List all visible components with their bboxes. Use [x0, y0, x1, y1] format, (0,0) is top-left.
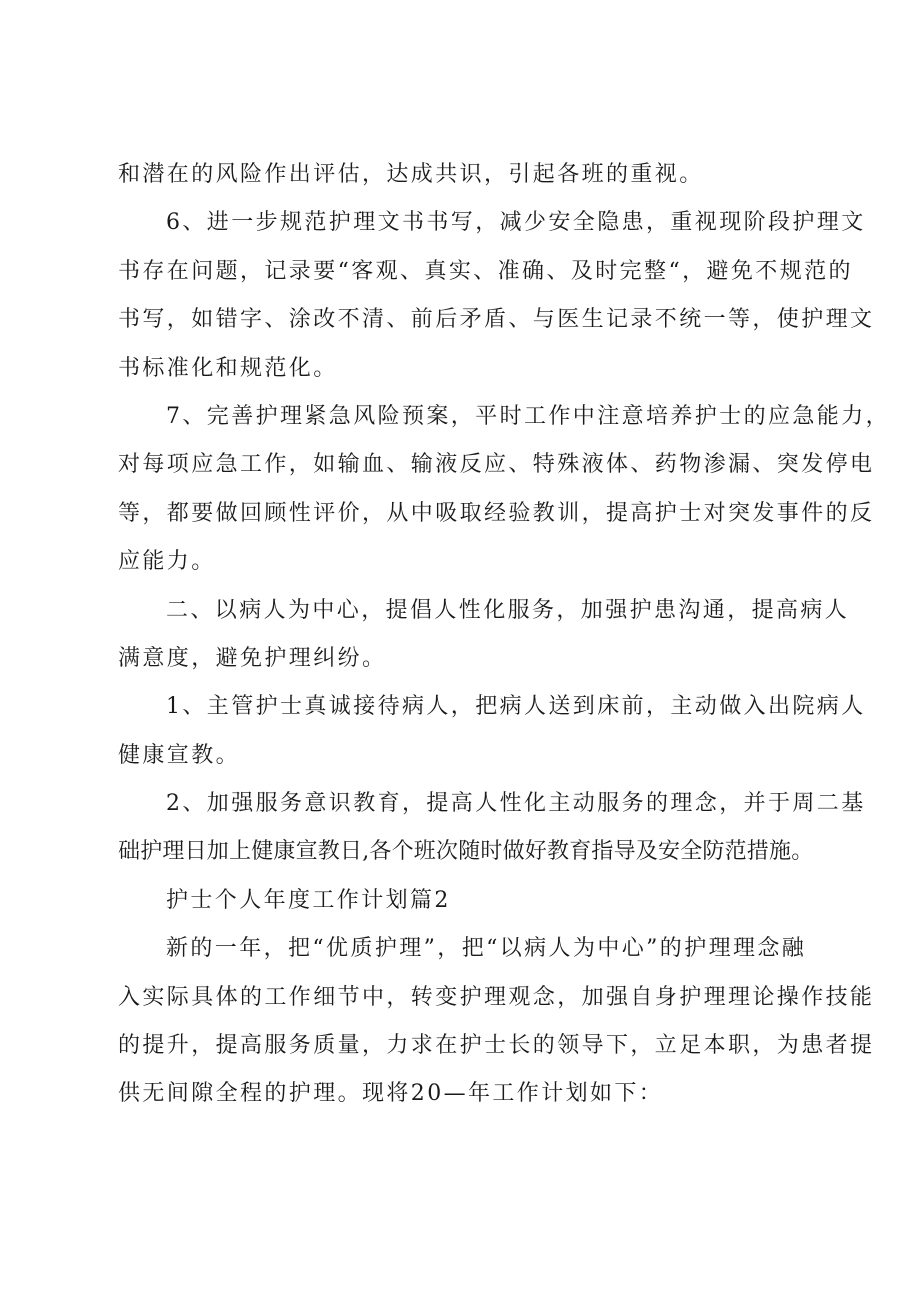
text-line: 入实际具体的工作细节中，转变护理观念，加强自身护理理论操作技能 — [118, 984, 875, 1010]
text-line: 2、加强服务意识教育，提高人性化主动服务的理念，并于周二基 — [166, 791, 866, 817]
text-line: 7、完善护理紧急风险预案，平时工作中注意培养护士的应急能力， — [166, 403, 890, 429]
document-body — [118, 151, 890, 1119]
text-line: 新的一年，把“优质护理”，把“以病人为中心”的护理理念融 — [166, 936, 807, 962]
text-line: 健康宣教。 — [118, 742, 241, 768]
text-line: 的提升，提高服务质量，力求在护士长的领导下，立足本职，为患者提 — [118, 1033, 875, 1059]
text-line: 满意度，避免护理纠纷。 — [118, 645, 387, 671]
text-line: 1、主管护士真诚接待病人，把病人送到床前，主动做入出院病人 — [166, 694, 866, 720]
text-line: 书写，如错字、涂改不清、前后矛盾、与医生记录不统一等，使护理文 — [118, 307, 875, 333]
section-heading: 护士个人年度工作计划篇2 — [166, 887, 451, 913]
text-line: 书存在问题，记录要“客观、真实、准确、及时完整“，避免不规范的 — [118, 258, 853, 284]
text-line: 和潜在的风险作出评估，达成共识，引起各班的重视。 — [118, 162, 704, 187]
text-line: 应能力。 — [118, 549, 216, 575]
text-line: 6、进一步规范护理文书书写，减少安全隐患，重视现阶段护理文 — [166, 210, 866, 236]
text-line: 础护理日加上健康宣教日,各个班次随时做好教育指导及安全防范措施。 — [118, 839, 814, 865]
text-line: 二、以病人为中心，提倡人性化服务，加强护患沟通，提高病人 — [166, 597, 850, 623]
text-line: 书标准化和规范化。 — [118, 355, 338, 381]
text-line: 对每项应急工作，如输血、输液反应、特殊液体、药物渗漏、突发停电 — [118, 452, 875, 478]
text-line: 等，都要做回顾性评价，从中吸取经验教训，提高护士对突发事件的反 — [118, 500, 875, 526]
text-line: 供无间隙全程的护理。现将20—年工作计划如下： — [118, 1081, 664, 1107]
